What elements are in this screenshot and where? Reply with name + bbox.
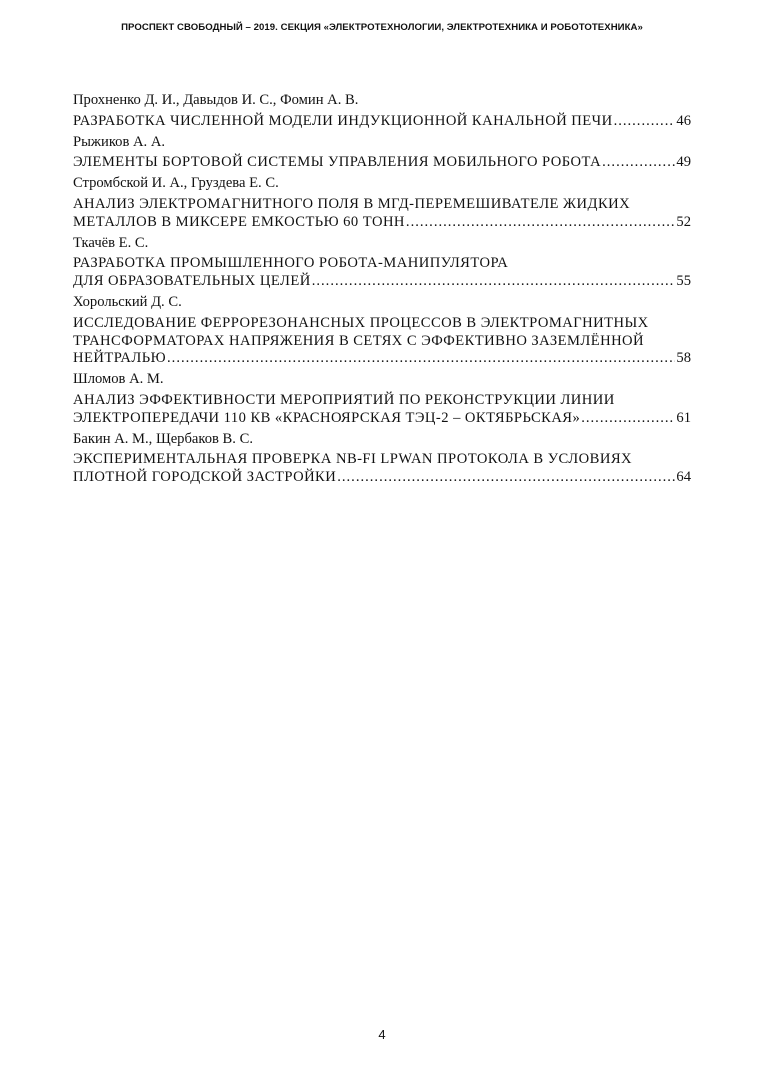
- entry-authors: Рыжиков А. А.: [73, 133, 166, 150]
- entry-title-text: ЭЛЕКТРОПЕРЕДАЧИ 110 КВ «КРАСНОЯРСКАЯ ТЭЦ-2 – ОКТЯБРЬСКАЯ»: [73, 409, 581, 426]
- dot-leader: [312, 273, 676, 291]
- entry-page-number: 49: [676, 154, 691, 171]
- entry-title-text: АНАЛИЗ ЭЛЕКТРОМАГНИТНОГО ПОЛЯ В МГД-ПЕРЕМЕШИВАТЕЛЕ ЖИДКИХ: [73, 195, 631, 212]
- entry-page-number: 58: [676, 350, 691, 367]
- toc-entry[interactable]: [73, 92, 691, 131]
- entry-title-text: МЕТАЛЛОВ В МИКСЕРЕ ЕМКОСТЬЮ 60 ТОНН: [73, 213, 405, 230]
- dot-leader: [167, 350, 675, 368]
- dot-leader: [581, 410, 675, 428]
- dot-leader: [614, 113, 676, 131]
- dot-leader: [337, 469, 675, 487]
- entry-authors: Хорольский Д. С.: [73, 293, 182, 310]
- running-header: ПРОСПЕКТ СВОБОДНЫЙ – 2019. СЕКЦИЯ «ЭЛЕКТРОТЕХНОЛОГИИ, ЭЛЕКТРОТЕХНИКА И РОБОТОТЕХНИКА»: [121, 22, 643, 33]
- entry-title-text: АНАЛИЗ ЭФФЕКТИВНОСТИ МЕРОПРИЯТИЙ ПО РЕКОНСТРУКЦИИ ЛИНИИ: [73, 391, 615, 408]
- entry-title-text: ЭЛЕМЕНТЫ БОРТОВОЙ СИСТЕМЫ УПРАВЛЕНИЯ МОБИЛЬНОГО РОБОТА: [73, 154, 602, 171]
- entry-title-line: [73, 273, 691, 291]
- entry-title-text: РАЗРАБОТКА ПРОМЫШЛЕННОГО РОБОТА-МАНИПУЛЯТОРА: [73, 255, 509, 272]
- entry-title-text: ТРАНСФОРМАТОРАХ НАПРЯЖЕНИЯ В СЕТЯХ С ЭФФЕКТИВНО ЗАЗЕМЛЁННОЙ: [73, 332, 645, 349]
- dot-leader: [602, 154, 675, 172]
- table-of-contents: [73, 92, 691, 490]
- toc-entry[interactable]: [73, 431, 691, 487]
- entry-title-text: ДЛЯ ОБРАЗОВАТЕЛЬНЫХ ЦЕЛЕЙ: [73, 273, 311, 290]
- entry-title-text: ИССЛЕДОВАНИЕ ФЕРРОРЕЗОНАНСНЫХ ПРОЦЕССОВ В ЭЛЕКТРОМАГНИТНЫХ: [73, 314, 649, 331]
- entry-authors: Стромбской И. А., Груздева Е. С.: [73, 175, 279, 192]
- entry-page-number: 55: [676, 273, 691, 290]
- entry-authors: Прохненко Д. И., Давыдов И. С., Фомин А. В.: [73, 92, 359, 108]
- entry-title-line: [73, 113, 691, 131]
- entry-authors: Ткачёв Е. С.: [73, 234, 149, 251]
- entry-authors: Бакин А. М., Щербаков В. С.: [73, 430, 253, 447]
- toc-entry[interactable]: [73, 134, 691, 173]
- toc-entry[interactable]: [73, 175, 691, 231]
- entry-page-number: 46: [676, 112, 691, 129]
- entry-page-number: 61: [676, 409, 691, 426]
- toc-entry[interactable]: [73, 294, 691, 368]
- entry-title-text: РАЗРАБОТКА ЧИСЛЕННОЙ МОДЕЛИ ИНДУКЦИОННОЙ КАНАЛЬНОЙ ПЕЧИ: [73, 112, 613, 129]
- entry-title-line: [73, 469, 691, 487]
- entry-title-text: ПЛОТНОЙ ГОРОДСКОЙ ЗАСТРОЙКИ: [73, 469, 337, 486]
- entry-page-number: 52: [676, 213, 691, 230]
- toc-entry[interactable]: [73, 371, 691, 427]
- entry-title-text: НЕЙТРАЛЬЮ: [73, 350, 167, 367]
- entry-title-line: [73, 350, 691, 368]
- entry-page-number: 64: [676, 469, 691, 486]
- entry-title-line: [73, 154, 691, 172]
- dot-leader: [406, 214, 675, 232]
- entry-authors: Шломов А. М.: [73, 371, 164, 388]
- entry-title-line: [73, 214, 691, 232]
- entry-title-text: ЭКСПЕРИМЕНТАЛЬНАЯ ПРОВЕРКА NB-FI LPWAN ПРОТОКОЛА В УСЛОВИЯХ: [73, 451, 632, 468]
- page-number: 4: [378, 1027, 386, 1042]
- entry-title-line: [73, 410, 691, 428]
- toc-entry[interactable]: [73, 235, 691, 291]
